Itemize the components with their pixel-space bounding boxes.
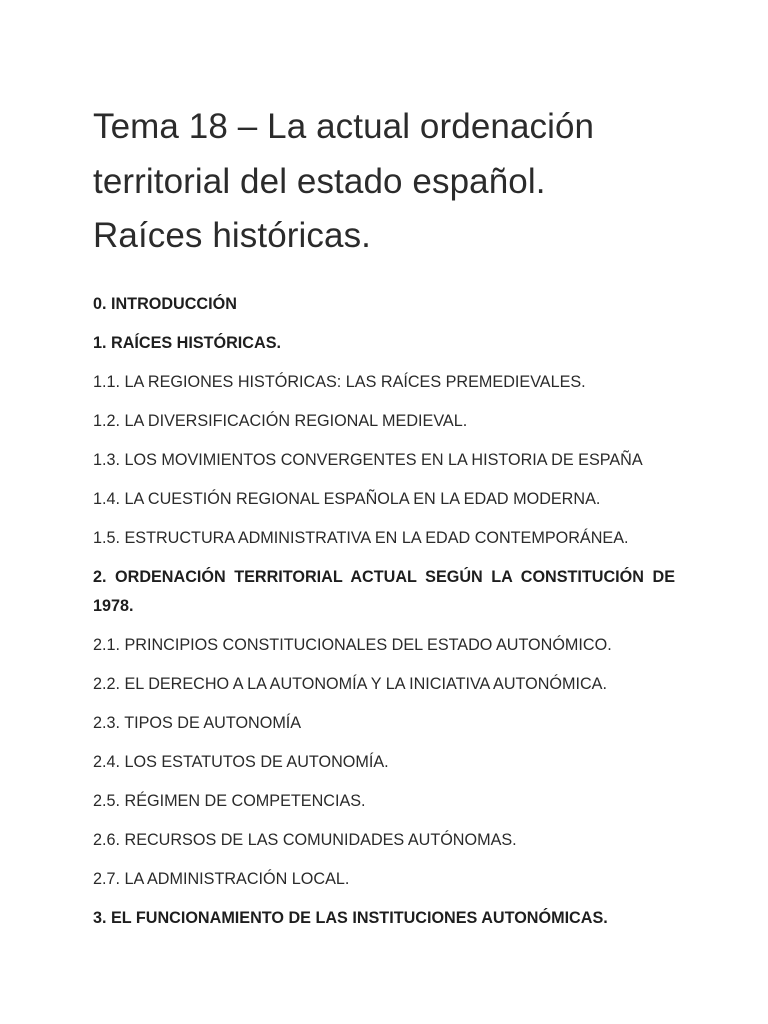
toc-heading-raices-historicas: 1. RAÍCES HISTÓRICAS. [93,334,281,352]
toc-item: 1.1. LA REGIONES HISTÓRICAS: LAS RAÍCES PREMEDIEVALES. [93,373,586,391]
toc-item: 2.7. LA ADMINISTRACIÓN LOCAL. [93,870,350,888]
toc-heading-ordenacion-territorial: 2. ORDENACIÓN TERRITORIAL ACTUAL SEGÚN LA CONSTITUCIÓN DE 1978. [93,568,675,615]
toc-item: 2.1. PRINCIPIOS CONSTITUCIONALES DEL ESTADO AUTONÓMICO. [93,636,612,654]
toc-item: 2.5. RÉGIMEN DE COMPETENCIAS. [93,792,366,810]
title-line: Raíces históricas. [93,216,372,255]
toc-item: 1.4. LA CUESTIÓN REGIONAL ESPAÑOLA EN LA EDAD MODERNA. [93,490,601,508]
toc-heading-funcionamiento-instituciones: 3. EL FUNCIONAMIENTO DE LAS INSTITUCIONES AUTONÓMICAS. [93,909,608,927]
toc-item: 2.6. RECURSOS DE LAS COMUNIDADES AUTÓNOMAS. [93,831,517,849]
title-line: Tema 18 – La actual ordenación [93,107,595,146]
toc-item: 1.5. ESTRUCTURA ADMINISTRATIVA EN LA EDAD CONTEMPORÁNEA. [93,529,629,547]
toc-item: 1.2. LA DIVERSIFICACIÓN REGIONAL MEDIEVAL. [93,412,468,430]
toc-heading-introduccion: 0. INTRODUCCIÓN [93,295,237,313]
toc-item: 1.3. LOS MOVIMIENTOS CONVERGENTES EN LA HISTORIA DE ESPAÑA [93,451,643,469]
document-title [93,100,675,264]
toc-item: 2.4. LOS ESTATUTOS DE AUTONOMÍA. [93,753,389,771]
toc-item: 2.3. TIPOS DE AUTONOMÍA [93,714,302,732]
table-of-contents [93,290,675,943]
title-line: territorial del estado español. [93,161,546,201]
toc-item: 2.2. EL DERECHO A LA AUTONOMÍA Y LA INICIATIVA AUTONÓMICA. [93,675,607,693]
